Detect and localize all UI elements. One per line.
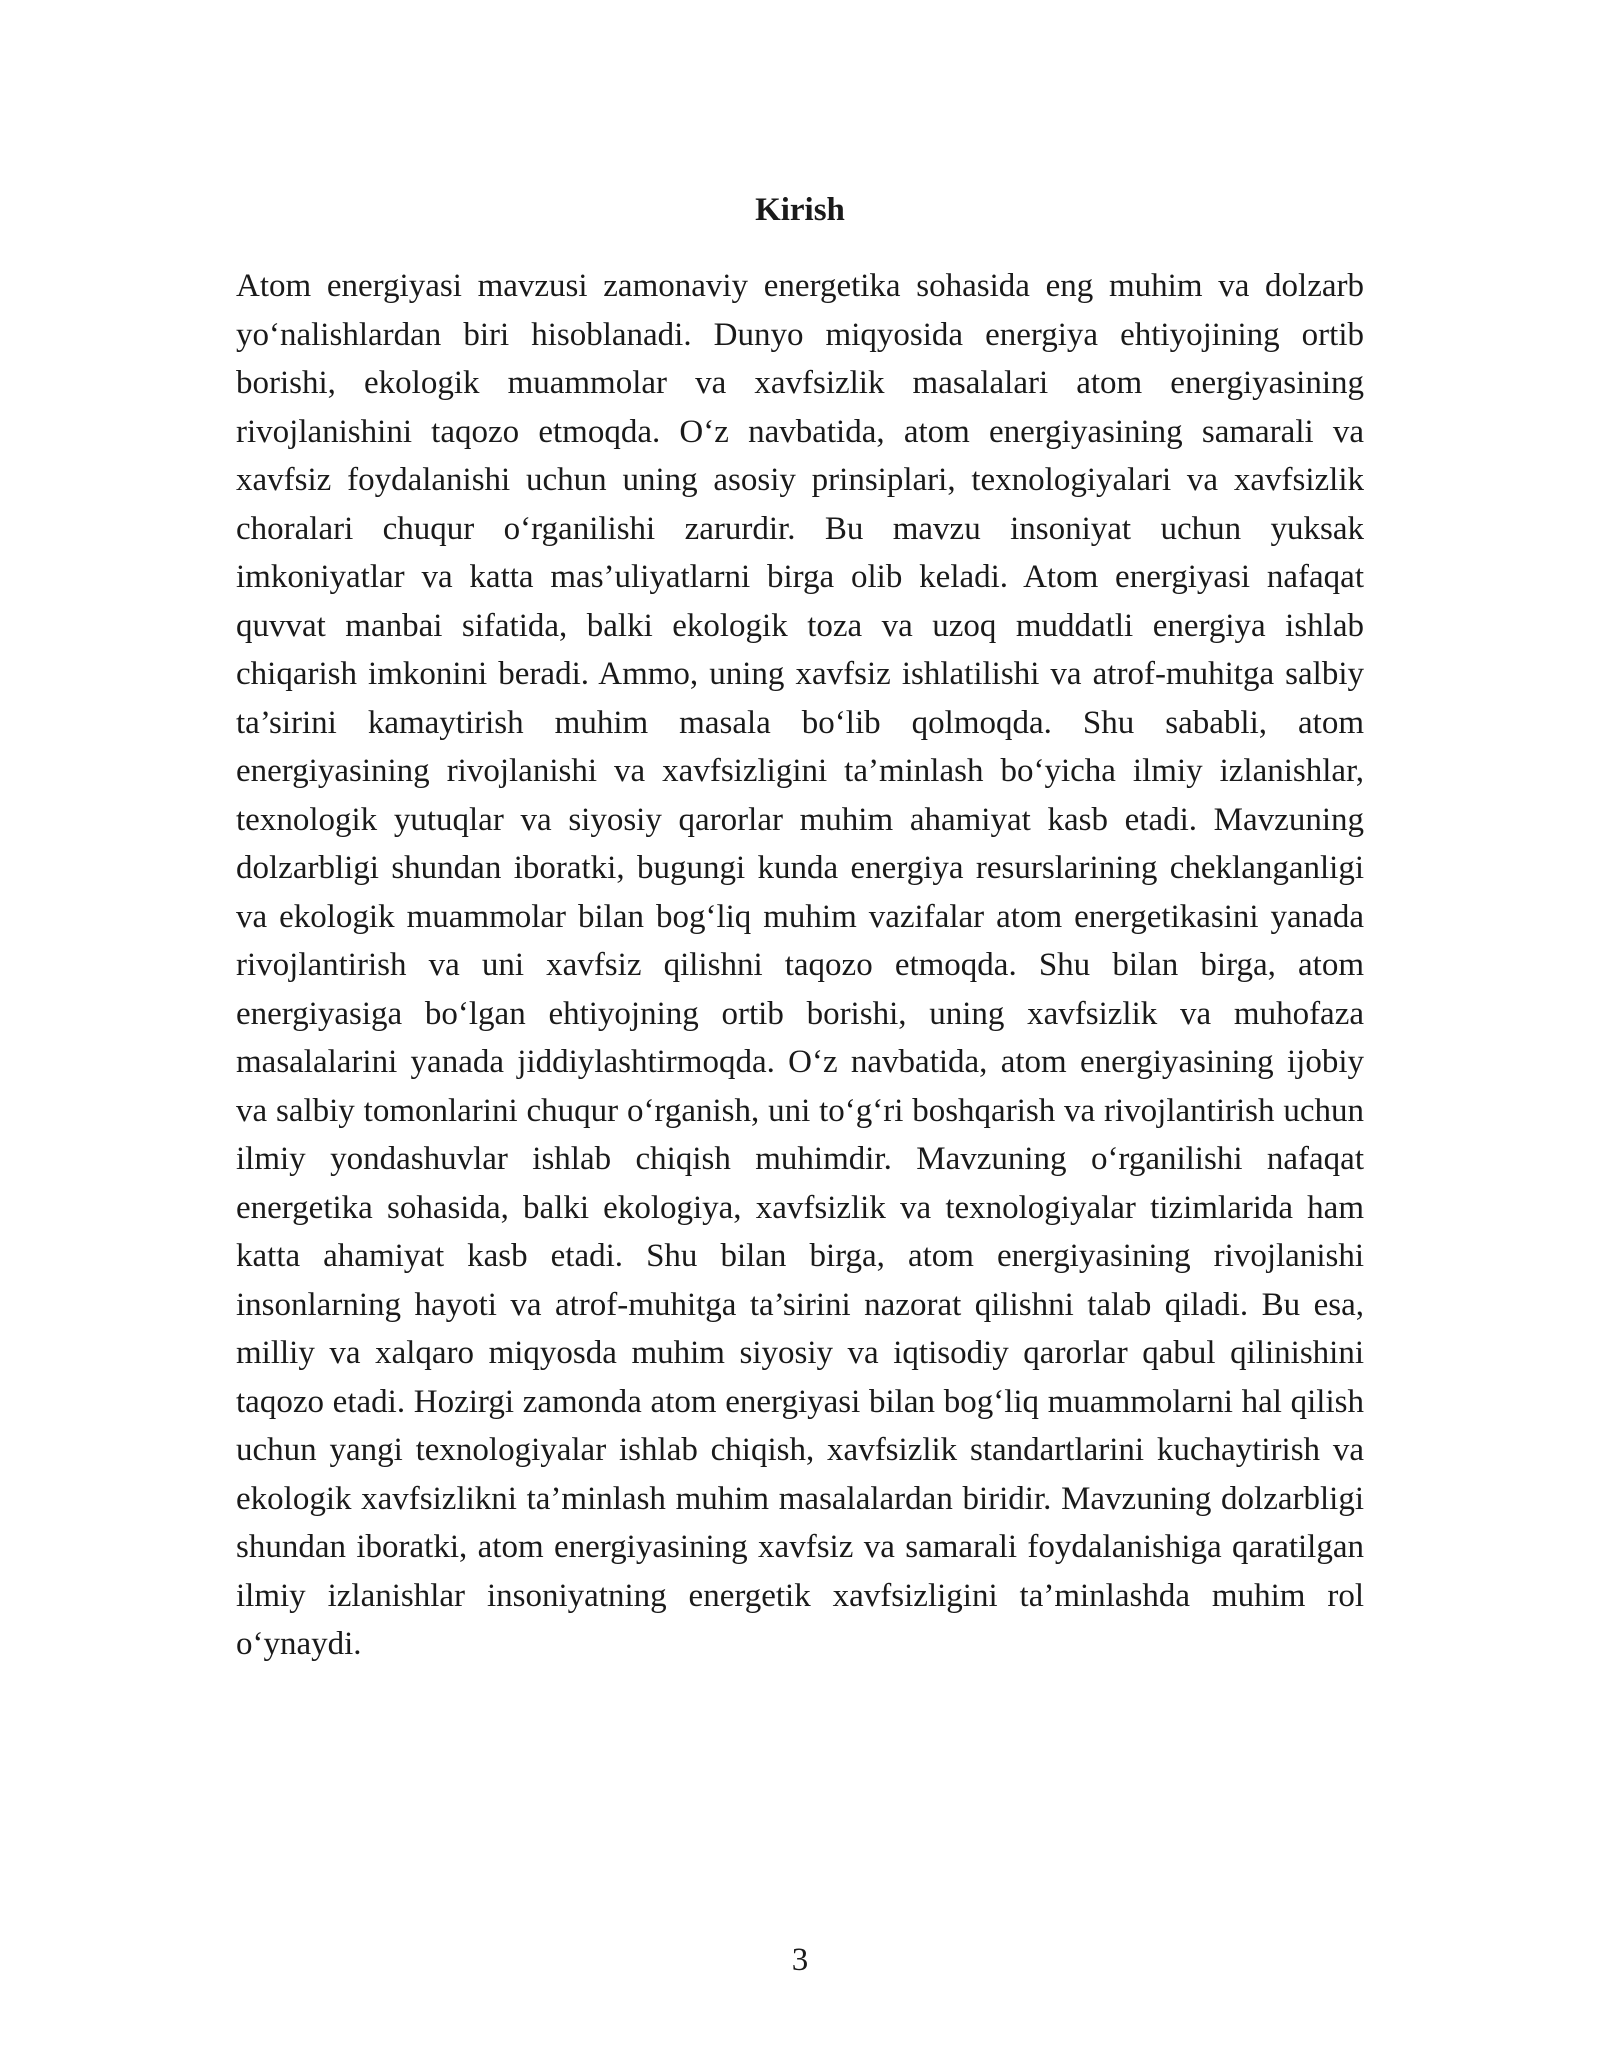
section-title: Kirish <box>755 192 845 228</box>
body-paragraph: Atom energiyasi mavzusi zamonaviy energetika sohasida eng muhim va dolzarb yo‘nalishlardan biri hisoblanadi. Dunyo miqyosida energiya ehtiyojining ortib borishi, ekologik muammolar va xavfsizlik masalalari atom energiyasining rivojlanishini taqozo etmoqda. O‘z navbatida, atom energiyasining samarali va xavfsiz foydalanishi uchun uning asosiy prinsiplari, texnologiyalari va xavfsizlik choralari chuqur o‘rganilishi zarurdir. Bu mavzu insoniyat uchun yuksak imkoniyatlar va katta mas’uliyatlarni birga olib keladi. Atom energiyasi nafaqat quvvat manbai sifatida, balki ekologik toza va uzoq muddatli energiya ishlab chiqarish imkonini beradi. Ammo, uning xavfsiz ishlatilishi va atrof-muhitga salbiy ta’sirini kamaytirish muhim masala bo‘lib qolmoqda. Shu sababli, atom energiyasining rivojlanishi va xavfsizligini ta’minlash bo‘yicha ilmiy izlanishlar, texnologik yutuqlar va siyosiy qarorlar muhim ahamiyat kasb etadi. Mavzuning dolzarbligi shundan iboratki, bugungi kunda energiya resurslarining cheklanganligi va ekologik muammolar bilan bog‘liq muhim vazifalar atom energetikasini yanada rivojlantirish va uni xavfsiz qilishni taqozo etmoqda. Shu bilan birga, atom energiyasiga bo‘lgan ehtiyojning ortib borishi, uning xavfsizlik va muhofaza masalalarini yanada jiddiylashtirmoqda. O‘z navbatida, atom energiyasining ijobiy va salbiy tomonlarini chuqur o‘rganish, uni to‘g‘ri boshqarish va rivojlantirish uchun ilmiy yondashuvlar ishlab chiqish muhimdir. Mavzuning o‘rganilishi nafaqat energetika sohasida, balki ekologiya, xavfsizlik va texnologiyalar tizimlarida ham katta ahamiyat kasb etadi. Shu bilan birga, atom energiyasining rivojlanishi insonlarning hayoti va atrof-muhitga ta’sirini nazorat qilishni talab qiladi. Bu esa, milliy va xalqaro miqyosda muhim siyosiy va iqtisodiy qarorlar qabul qilinishini taqozo etadi. Hozirgi zamonda atom energiyasi bilan bog‘liq muammolarni hal qilish uchun yangi texnologiyalar ishlab chiqish, xavfsizlik standartlarini kuchaytirish va ekologik xavfsizlikni ta’minlash muhim masalalardan biridir. Mavzuning dolzarbligi shundan iboratki, atom energiyasining xavfsiz va samarali foydalanishiga qaratilgan ilmiy izlanishlar insoniyatning energetik xavfsizligini ta’minlashda muhim rol o‘ynaydi. <box>236 268 1364 1662</box>
page-number: 3 <box>791 1942 809 1978</box>
